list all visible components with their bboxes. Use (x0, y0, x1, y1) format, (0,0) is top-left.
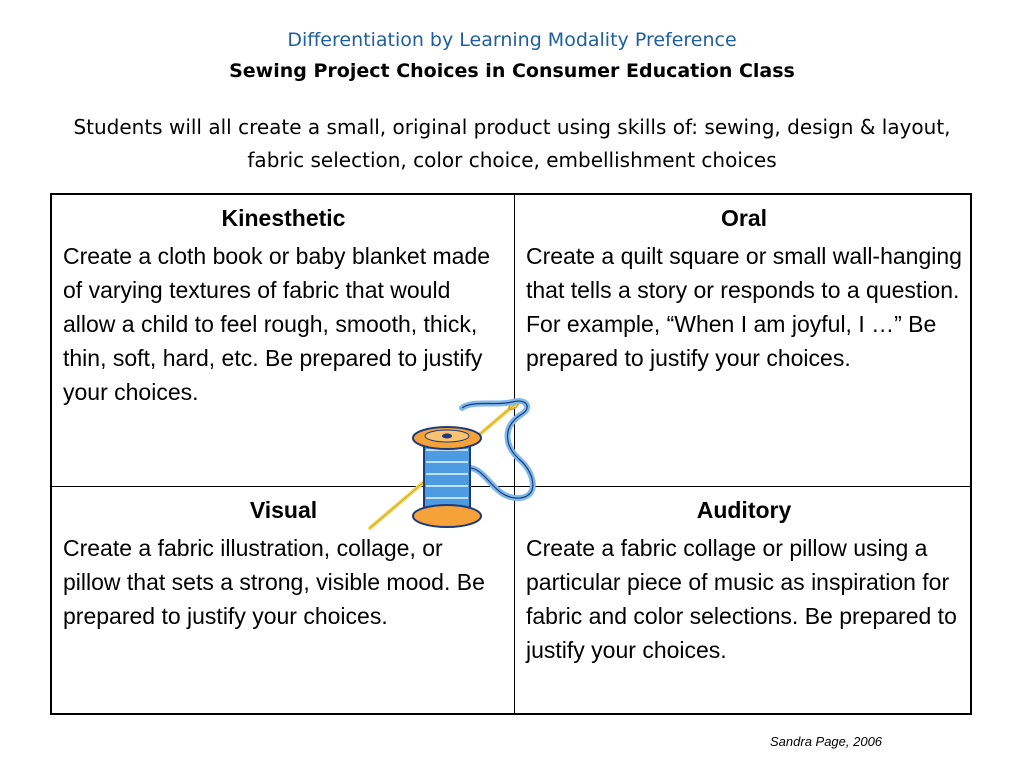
header-line-1: Differentiation by Learning Modality Preference (287, 29, 737, 51)
thread-spool-needle-icon (362, 390, 542, 535)
intro-text: Students will all create a small, original product using skills of: sewing, design & layout, fabric selection, color choice, embellishment choices (73, 115, 951, 172)
cell-title-auditory: Auditory (696, 497, 792, 523)
cell-text-auditory: Create a fabric collage or pillow using a particular piece of music as inspiration for fabric and color selections. Be prepared to justify your choices. (526, 535, 957, 663)
page-title: Sewing Project Choices in Consumer Education Class (229, 60, 795, 82)
cell-kinesthetic (52, 195, 514, 409)
cell-title-kinesthetic: Kinesthetic (221, 205, 346, 231)
cell-auditory (515, 487, 972, 667)
author-credit: Sandra Page, 2006 (770, 734, 883, 749)
cell-title-oral: Oral (720, 205, 768, 231)
cell-title-visual: Visual (249, 497, 318, 523)
cell-oral (515, 195, 972, 375)
cell-text-oral: Create a quilt square or small wall-hanging that tells a story or responds to a question. For example, “When I am joyful, I …” Be prepared to justify your choices. (526, 243, 962, 371)
cell-text-kinesthetic: Create a cloth book or baby blanket made of varying textures of fabric that would allow a child to feel rough, smooth, thick, thin, soft, hard, etc. Be prepared to justify your choices. (63, 243, 491, 405)
cell-text-visual: Create a fabric illustration, collage, or pillow that sets a strong, visible mood. Be prepared to justify your choices. (63, 535, 485, 629)
